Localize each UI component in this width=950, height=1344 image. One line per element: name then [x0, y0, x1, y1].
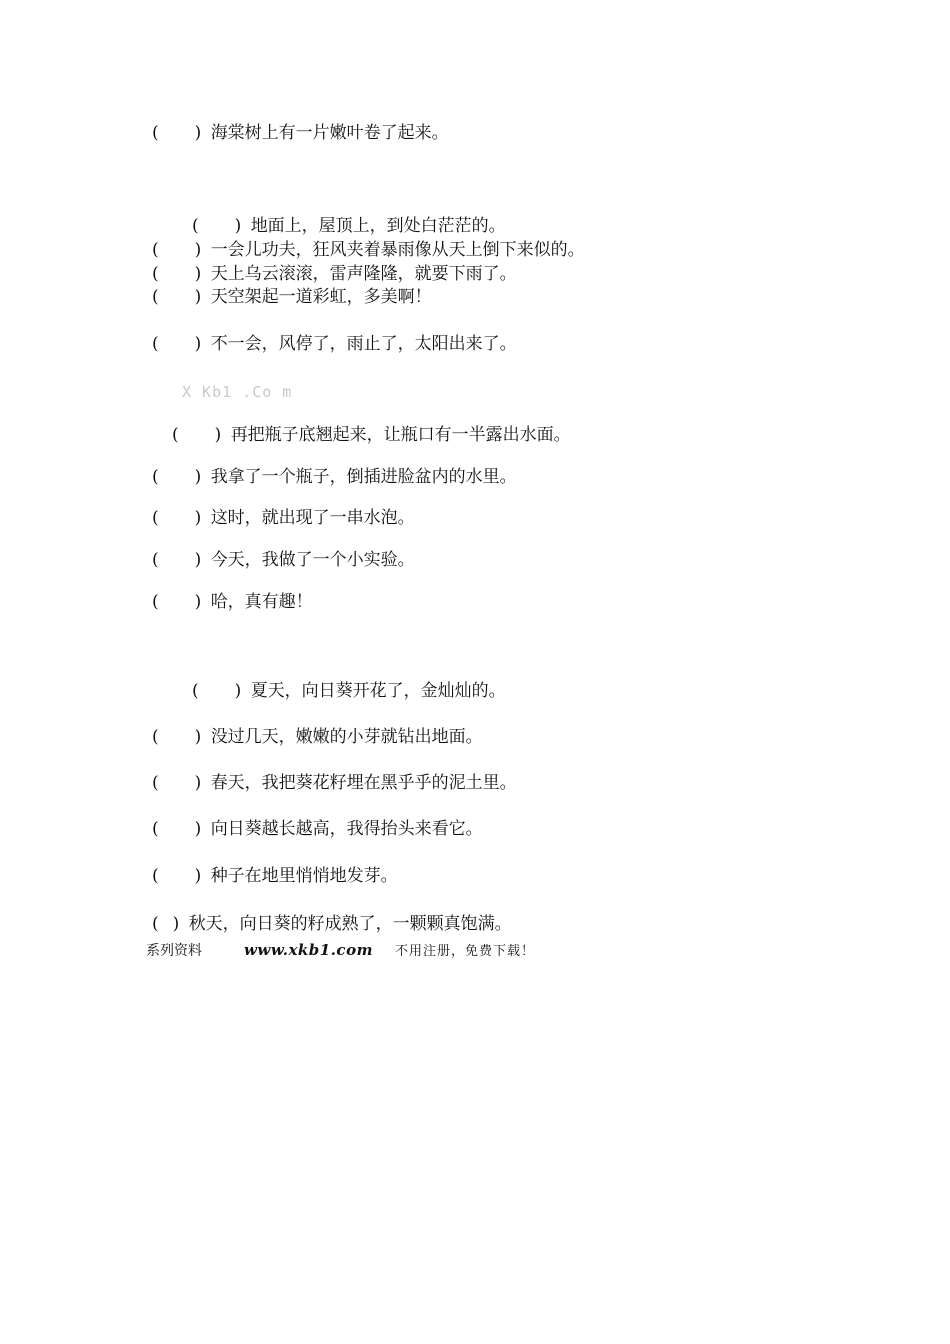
sentence-text: 哈，真有趣！ — [210, 592, 313, 612]
open-paren: ( — [152, 592, 159, 612]
sentence-text: 这时，就出现了一串水泡。 — [210, 508, 415, 528]
close-paren: ) — [234, 681, 242, 701]
close-paren: ) — [194, 866, 202, 886]
sentence-line — [152, 818, 483, 840]
sentence-line — [152, 507, 415, 529]
open-paren: ( — [152, 914, 159, 934]
sentence-line — [152, 263, 517, 285]
open-paren: ( — [152, 123, 159, 143]
open-paren: ( — [152, 467, 159, 487]
open-paren: ( — [152, 773, 159, 793]
sentence-line — [152, 122, 449, 144]
sentence-line — [152, 865, 398, 887]
open-paren: ( — [152, 550, 159, 570]
close-paren: ) — [194, 819, 202, 839]
sentence-text: 今天，我做了一个小实验。 — [210, 550, 415, 570]
sentence-text: 海棠树上有一片嫩叶卷了起来。 — [210, 123, 449, 143]
close-paren: ) — [194, 467, 202, 487]
close-paren: ) — [194, 550, 202, 570]
close-paren: ) — [194, 264, 202, 284]
open-paren: ( — [152, 264, 159, 284]
sentence-text: 天空架起一道彩虹，多美啊！ — [210, 287, 432, 307]
sentence-line — [192, 680, 506, 702]
sentence-text: 夏天，向日葵开花了，金灿灿的。 — [250, 681, 506, 701]
sentence-line — [152, 913, 512, 935]
close-paren: ) — [194, 592, 202, 612]
sentence-text: 我拿了一个瓶子，倒插进脸盆内的水里。 — [210, 467, 517, 487]
sentence-line — [152, 772, 517, 794]
sentence-line — [152, 549, 415, 571]
close-paren: ) — [194, 508, 202, 528]
close-paren: ) — [194, 240, 202, 260]
open-paren: ( — [152, 508, 159, 528]
watermark-text: X Kb1 .Co m — [182, 383, 293, 401]
sentence-text: 一会儿功夫，狂风夹着暴雨像从天上倒下来似的。 — [210, 240, 585, 260]
open-paren: ( — [152, 287, 159, 307]
close-paren: ) — [194, 773, 202, 793]
close-paren: ) — [172, 914, 180, 934]
open-paren: ( — [172, 425, 179, 445]
open-paren: ( — [192, 216, 199, 236]
footer-note: 不用注册，免费下载！ — [394, 944, 535, 959]
open-paren: ( — [192, 681, 199, 701]
open-paren: ( — [152, 819, 159, 839]
sentence-line — [172, 424, 571, 446]
close-paren: ) — [214, 425, 222, 445]
sentence-text: 秋天，向日葵的籽成熟了，一颗颗真饱满。 — [188, 914, 512, 934]
open-paren: ( — [152, 240, 159, 260]
sentence-text: 地面上，屋顶上，到处白茫茫的。 — [250, 216, 506, 236]
sentence-text: 向日葵越长越高，我得抬头来看它。 — [210, 819, 483, 839]
footer — [146, 940, 535, 962]
sentence-text: 天上乌云滚滚，雷声隆隆，就要下雨了。 — [210, 264, 517, 284]
sentence-line — [152, 591, 313, 613]
sentence-line — [192, 215, 506, 237]
open-paren: ( — [152, 866, 159, 886]
sentence-line — [152, 239, 585, 261]
sentence-line — [152, 726, 483, 748]
footer-site-link[interactable]: www.xkb1.com — [244, 941, 373, 959]
close-paren: ) — [194, 123, 202, 143]
close-paren: ) — [234, 216, 242, 236]
close-paren: ) — [194, 727, 202, 747]
open-paren: ( — [152, 727, 159, 747]
sentence-text: 再把瓶子底翘起来，让瓶口有一半露出水面。 — [230, 425, 571, 445]
open-paren: ( — [152, 334, 159, 354]
sentence-text: 没过几天，嫩嫩的小芽就钻出地面。 — [210, 727, 483, 747]
sentence-line — [152, 333, 517, 355]
sentence-text: 种子在地里悄悄地发芽。 — [210, 866, 398, 886]
footer-label: 系列资料 — [146, 943, 202, 959]
close-paren: ) — [194, 334, 202, 354]
sentence-text: 春天，我把葵花籽埋在黑乎乎的泥土里。 — [210, 773, 517, 793]
sentence-text: 不一会，风停了，雨止了，太阳出来了。 — [210, 334, 517, 354]
sentence-line — [152, 286, 432, 308]
sentence-line — [152, 466, 517, 488]
close-paren: ) — [194, 287, 202, 307]
